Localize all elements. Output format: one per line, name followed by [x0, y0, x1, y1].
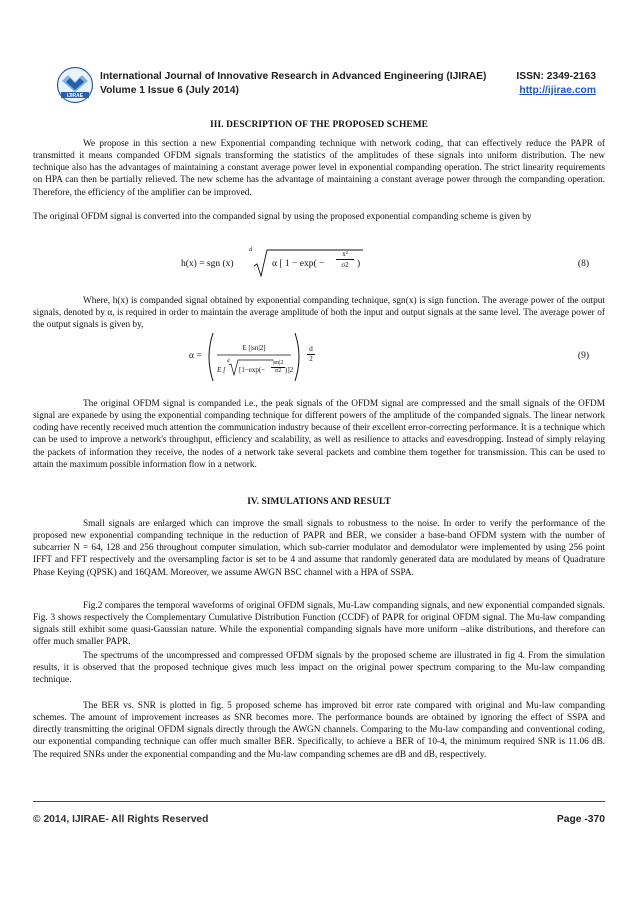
journal-title: International Journal of Innovative Research in Advanced Engineering (IJIRAE) — [100, 71, 487, 82]
eq8-root-index: d — [249, 246, 253, 253]
journal-header — [56, 66, 596, 106]
eq8-close: ) — [357, 259, 361, 269]
eq9-numerator: E [|sn|2] — [242, 344, 266, 352]
paragraph: The original OFDM signal is companded i.e., the peak signals of the OFDM signal are compressed and the small signals of the OFDM signal are expanede by using the exponential companding technique for different powers of the amplitude of the companded signals. The linear network coding have recently received much attention the communication industry because of their excellent error-correcting performance. It is a technique which can be used to improve a network's throughput, efficiency and scalability, as well as resilience to attacks and eavesdropping. Instead of simply relaying the packets of information they receive, the nodes of a network take several packets and combine them together for transmission. This can be used to attain the maximum possible information flow in a network. — [33, 399, 605, 470]
eq9-exponent-num: d — [307, 345, 315, 355]
paragraph: Small signals are enlarged which can improve the small signals to robustness to the noise. In order to verify the performance of the proposed new exponential companding technique in the reduction of PAPR and BER, we consider a base-band OFDM system with the number of subcarrier N = 64, 128 and 256 throughout computer simulation, which sub-carrier modulator and demodulator were implemented by using 256 point IFFT and FFT respectively and the oversampling factor is set to be 4 and assume that randomly generated data are modulated by means of Quadrature Phase Keying (QPSK) and 16QAM. Moreover, we assume AWGN BSC channel with a HPA of SSPA. — [33, 519, 605, 578]
eq9-number: (9) — [577, 351, 589, 361]
eq9-parentheses — [205, 331, 305, 383]
paragraph: The spectrums of the uncompressed and compressed OFDM signals by the proposed scheme are illustrated in fig 4. From the simulation results, it is observed that the proposed technique gives much less impact on the original power spectrum comparing to the Mu-law companding technique. — [33, 651, 605, 686]
footer-copyright: © 2014, IJIRAE- All Rights Reserved — [33, 814, 209, 825]
equation-9 — [33, 331, 605, 383]
paragraph: The original OFDM signal is converted into the companded signal by using the proposed exponential companding scheme is given by — [33, 212, 532, 222]
footer-rule — [33, 801, 605, 802]
eq8-number: (8) — [577, 259, 589, 269]
eq9-den-frac-den: σ2 — [274, 368, 282, 374]
journal-issue: Volume 1 Issue 6 (July 2014) — [100, 85, 239, 96]
logo-lettering: IJIRAE — [66, 93, 84, 99]
eq9-den-pre: E [ — [217, 366, 226, 374]
journal-issn: ISSN: 2349-2163 — [516, 71, 596, 82]
eq9-den-body: [1−exp(− — [239, 366, 266, 374]
paragraph: We propose in this section a new Exponential companding technique with network coding, that can effectively reduce the PAPR of transmitted it means companded OFDM signals transforming the statistics of the amplitudes of these signals into uniform distribution. The new technique also has the advantages of maintaining a constant average power level in exponential companding operation. The strict linearity requirements on HPA can then be partially relieved. The new scheme has the advantage of maintaining a constant average power through the companding operation. Therefore, the efficiency of the amplifier can be improved. — [33, 139, 605, 198]
eq9-exponent-den: 2 — [309, 355, 313, 363]
footer-page-number: Page -370 — [556, 814, 605, 825]
paragraph: Fig.2 compares the temporal waveforms of original OFDM signals, Mu-Law companding signals, and new exponential companded signals. Fig. 3 shows respectively the Complementary Cumulative Distribution Function (CCDF) of PAPR for original OFDM signal. The Mu-law companding signals still exhibit some quasi-Gaussian nature. While the exponential companding signals have more uniform –alike distributions, and therefore can offer much smaller PAPR. — [33, 601, 605, 648]
eq8-frac-den: σ2 — [341, 261, 349, 269]
paragraph: The BER vs. SNR is plotted in fig. 5 proposed scheme has improved bit error rate compared with original and Mu-law companding schemes. The amount of improvement increases as SNR becomes more. The performance bounds are obtained by ignoring the effect of SSPA and directly transmitting the original OFDM signals directly through the AWGN channels. Comparing to the Mu-law companding and conventional coding, our exponential companding technique can offer much smaller BER. Specifically, to achieve a BER of 10-4, the minimum required SNR is 11.06 dB. The required SNRs under the exponential companding and the Mu-law companding schemes are dB and dB, respectively. — [33, 701, 605, 760]
journal-url-link[interactable]: http://ijirae.com — [519, 85, 596, 96]
eq8-frac-num: x² — [336, 250, 354, 260]
section-heading-4: IV. SIMULATIONS AND RESULT — [247, 497, 391, 507]
eq9-den-post: )]2 — [285, 366, 294, 374]
eq9-lhs: α = — [189, 351, 202, 361]
eq8-lhs: h(x) = sgn (x) — [181, 259, 234, 269]
equation-8 — [33, 244, 605, 280]
journal-logo — [56, 66, 94, 104]
section-heading-3: III. DESCRIPTION OF THE PROPOSED SCHEME — [210, 120, 428, 130]
eq9-den-frac-num: |sn|2 — [272, 360, 284, 366]
eq8-body: α [ 1 − exp( − — [272, 259, 325, 269]
paragraph: Where, h(x) is companded signal obtained by exponential companding technique, sgn(x) is sign function. The average power of the output signals, denoted by α, is required in order to maintain the average amplitude of both the input and output signals at the same level. The average power of the output signals is given by, — [33, 296, 605, 331]
eq9-root-index: d — [227, 359, 230, 364]
